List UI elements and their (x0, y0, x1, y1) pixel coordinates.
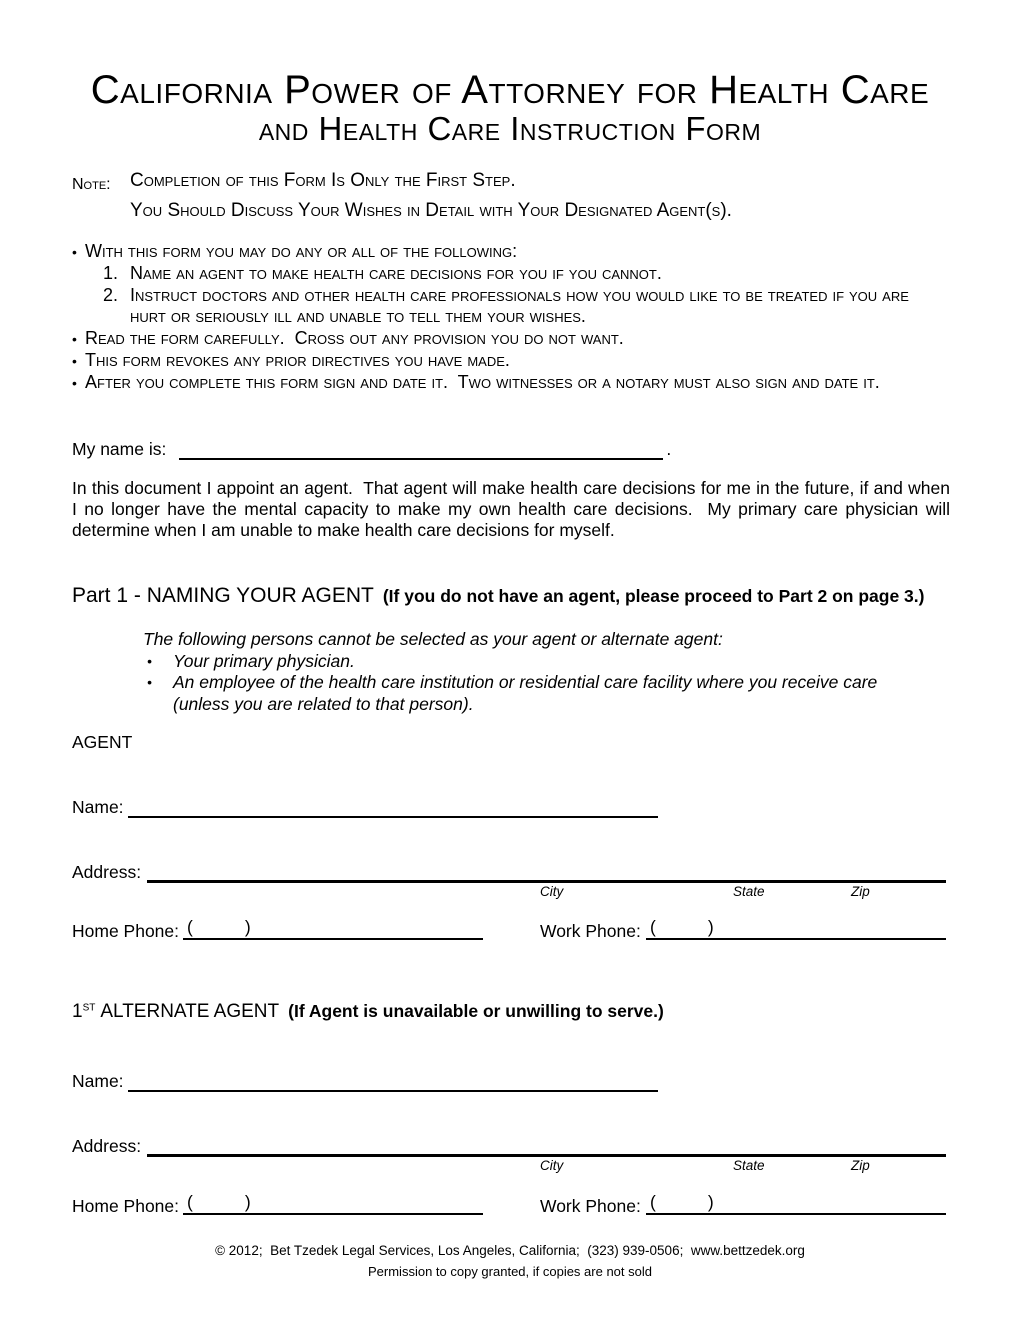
my-name-label: My name is: (72, 439, 167, 459)
alt-agent-name-label: Name: (72, 1071, 124, 1091)
restriction-text: Your primary physician. (173, 650, 355, 671)
paren-open: ( (187, 917, 193, 937)
bullet-icon: • (72, 353, 77, 370)
my-name-period: . (666, 439, 672, 459)
alt-agent-home-phone-label: Home Phone: (72, 1196, 180, 1216)
paren-close: ) (707, 1192, 714, 1212)
note-line-2: You Should Discuss Your Wishes in Detail with Your Designated Agent(s). (130, 200, 732, 221)
paren-close: ) (707, 917, 714, 937)
agent-home-phone-label: Home Phone: (72, 921, 180, 941)
agent-name-label: Name: (72, 797, 124, 817)
instruction-numbered-item (103, 285, 922, 328)
instruction-item (72, 350, 922, 372)
bullet-icon: • (72, 330, 77, 347)
part1-subtitle: (If you do not have an agent, please proceed to Part 2 on page 3.) (382, 586, 925, 606)
agent-zip-label: Zip (851, 884, 870, 899)
alt-agent-state-label: State (733, 1158, 765, 1173)
item-number: 2. (103, 284, 119, 305)
agent-city-label: City (540, 884, 564, 899)
agent-work-phone-label: Work Phone: (540, 921, 641, 941)
agent-address-input-line[interactable] (147, 857, 946, 883)
restriction-item (143, 651, 913, 673)
alt-heading-ordinal: ST (82, 1002, 96, 1014)
bullet-icon: • (147, 652, 152, 669)
instruction-text: Name an agent to make health care decisions for you if you cannot. (130, 263, 662, 284)
restriction-text: An employee of the health care institution or residential care facility where you receive care (unless you are related to that person). (173, 672, 878, 714)
instruction-list (72, 241, 922, 395)
restriction-item (143, 672, 913, 715)
alt-agent-city-label: City (540, 1158, 564, 1173)
alt-heading-subtitle: (If Agent is unavailable or unwilling to serve.) (288, 1001, 664, 1021)
instruction-item (72, 328, 922, 350)
alt-agent-address-label: Address: (72, 1136, 142, 1156)
agent-work-phone-input-line[interactable] (646, 914, 946, 940)
page-title: California Power of Attorney for Health Care (90, 68, 930, 112)
alt-heading-number: 1 (72, 1001, 83, 1022)
note-line-1: Completion of this Form Is Only the First Step. (130, 170, 516, 191)
part1-heading (72, 584, 924, 608)
agent-restrictions (143, 629, 913, 715)
page-subtitle: and Health Care Instruction Form (258, 110, 762, 147)
intro-paragraph: In this document I appoint an agent. That agent will make health care decisions for me in the future, if and when I no longer have the mental capacity to make my own health care decisions. My primary care physician will determine when I am unable to make health care decisions for myself. (72, 478, 955, 540)
paren-open: ( (187, 1192, 193, 1212)
instruction-text: Read the form carefully. Cross out any provision you do not want. (85, 327, 624, 348)
footer-permission: Permission to copy granted, if copies are not sold (368, 1264, 652, 1279)
alternate-agent-section-heading (72, 1001, 664, 1023)
footer-copyright: © 2012; Bet Tzedek Legal Services, Los Angeles, California; (323) 939-0506; www.bettzedek.org (215, 1243, 805, 1258)
agent-state-label: State (733, 884, 765, 899)
restrictions-intro: The following persons cannot be selected as your agent or alternate agent: (143, 629, 723, 649)
paren-close: ) (244, 1192, 251, 1212)
my-name-input-line[interactable] (179, 437, 663, 460)
alt-agent-home-phone-input-line[interactable] (183, 1190, 483, 1215)
my-name-row (72, 437, 671, 460)
item-number: 1. (103, 263, 119, 284)
instruction-numbered-item (103, 263, 922, 284)
alt-agent-work-phone-input-line[interactable] (646, 1190, 946, 1215)
alt-agent-name-input-line[interactable] (128, 1066, 658, 1092)
instruction-text: Instruct doctors and other health care professionals how you would like to be treated if you are hurt or seriously ill and unable to tell them your wishes. (130, 284, 909, 327)
note-label: Note: (72, 176, 111, 193)
alt-agent-work-phone-label: Work Phone: (540, 1196, 641, 1216)
paren-open: ( (650, 917, 656, 937)
agent-name-input-line[interactable] (128, 792, 658, 818)
instruction-text: This form revokes any prior directives you have made. (85, 350, 510, 371)
instruction-text: After you complete this form sign and date it. Two witnesses or a notary must also sign and date it. (85, 372, 880, 393)
paren-close: ) (244, 917, 251, 937)
instruction-item (72, 372, 922, 394)
instruction-text: With this form you may do any or all of the following: (85, 241, 518, 261)
note-text (130, 166, 970, 226)
bullet-icon: • (147, 674, 152, 690)
part1-title: Part 1 - NAMING YOUR AGENT (72, 584, 374, 607)
alt-agent-zip-label: Zip (851, 1158, 870, 1173)
bullet-icon: • (72, 375, 77, 392)
agent-home-phone-input-line[interactable] (183, 914, 483, 940)
paren-open: ( (650, 1192, 656, 1212)
agent-address-label: Address: (72, 862, 142, 882)
alt-agent-address-input-line[interactable] (147, 1131, 946, 1157)
agent-section-heading: AGENT (72, 732, 133, 752)
instruction-item (72, 241, 922, 263)
alt-heading-text: ALTERNATE AGENT (100, 1001, 280, 1022)
bullet-icon: • (72, 244, 77, 260)
